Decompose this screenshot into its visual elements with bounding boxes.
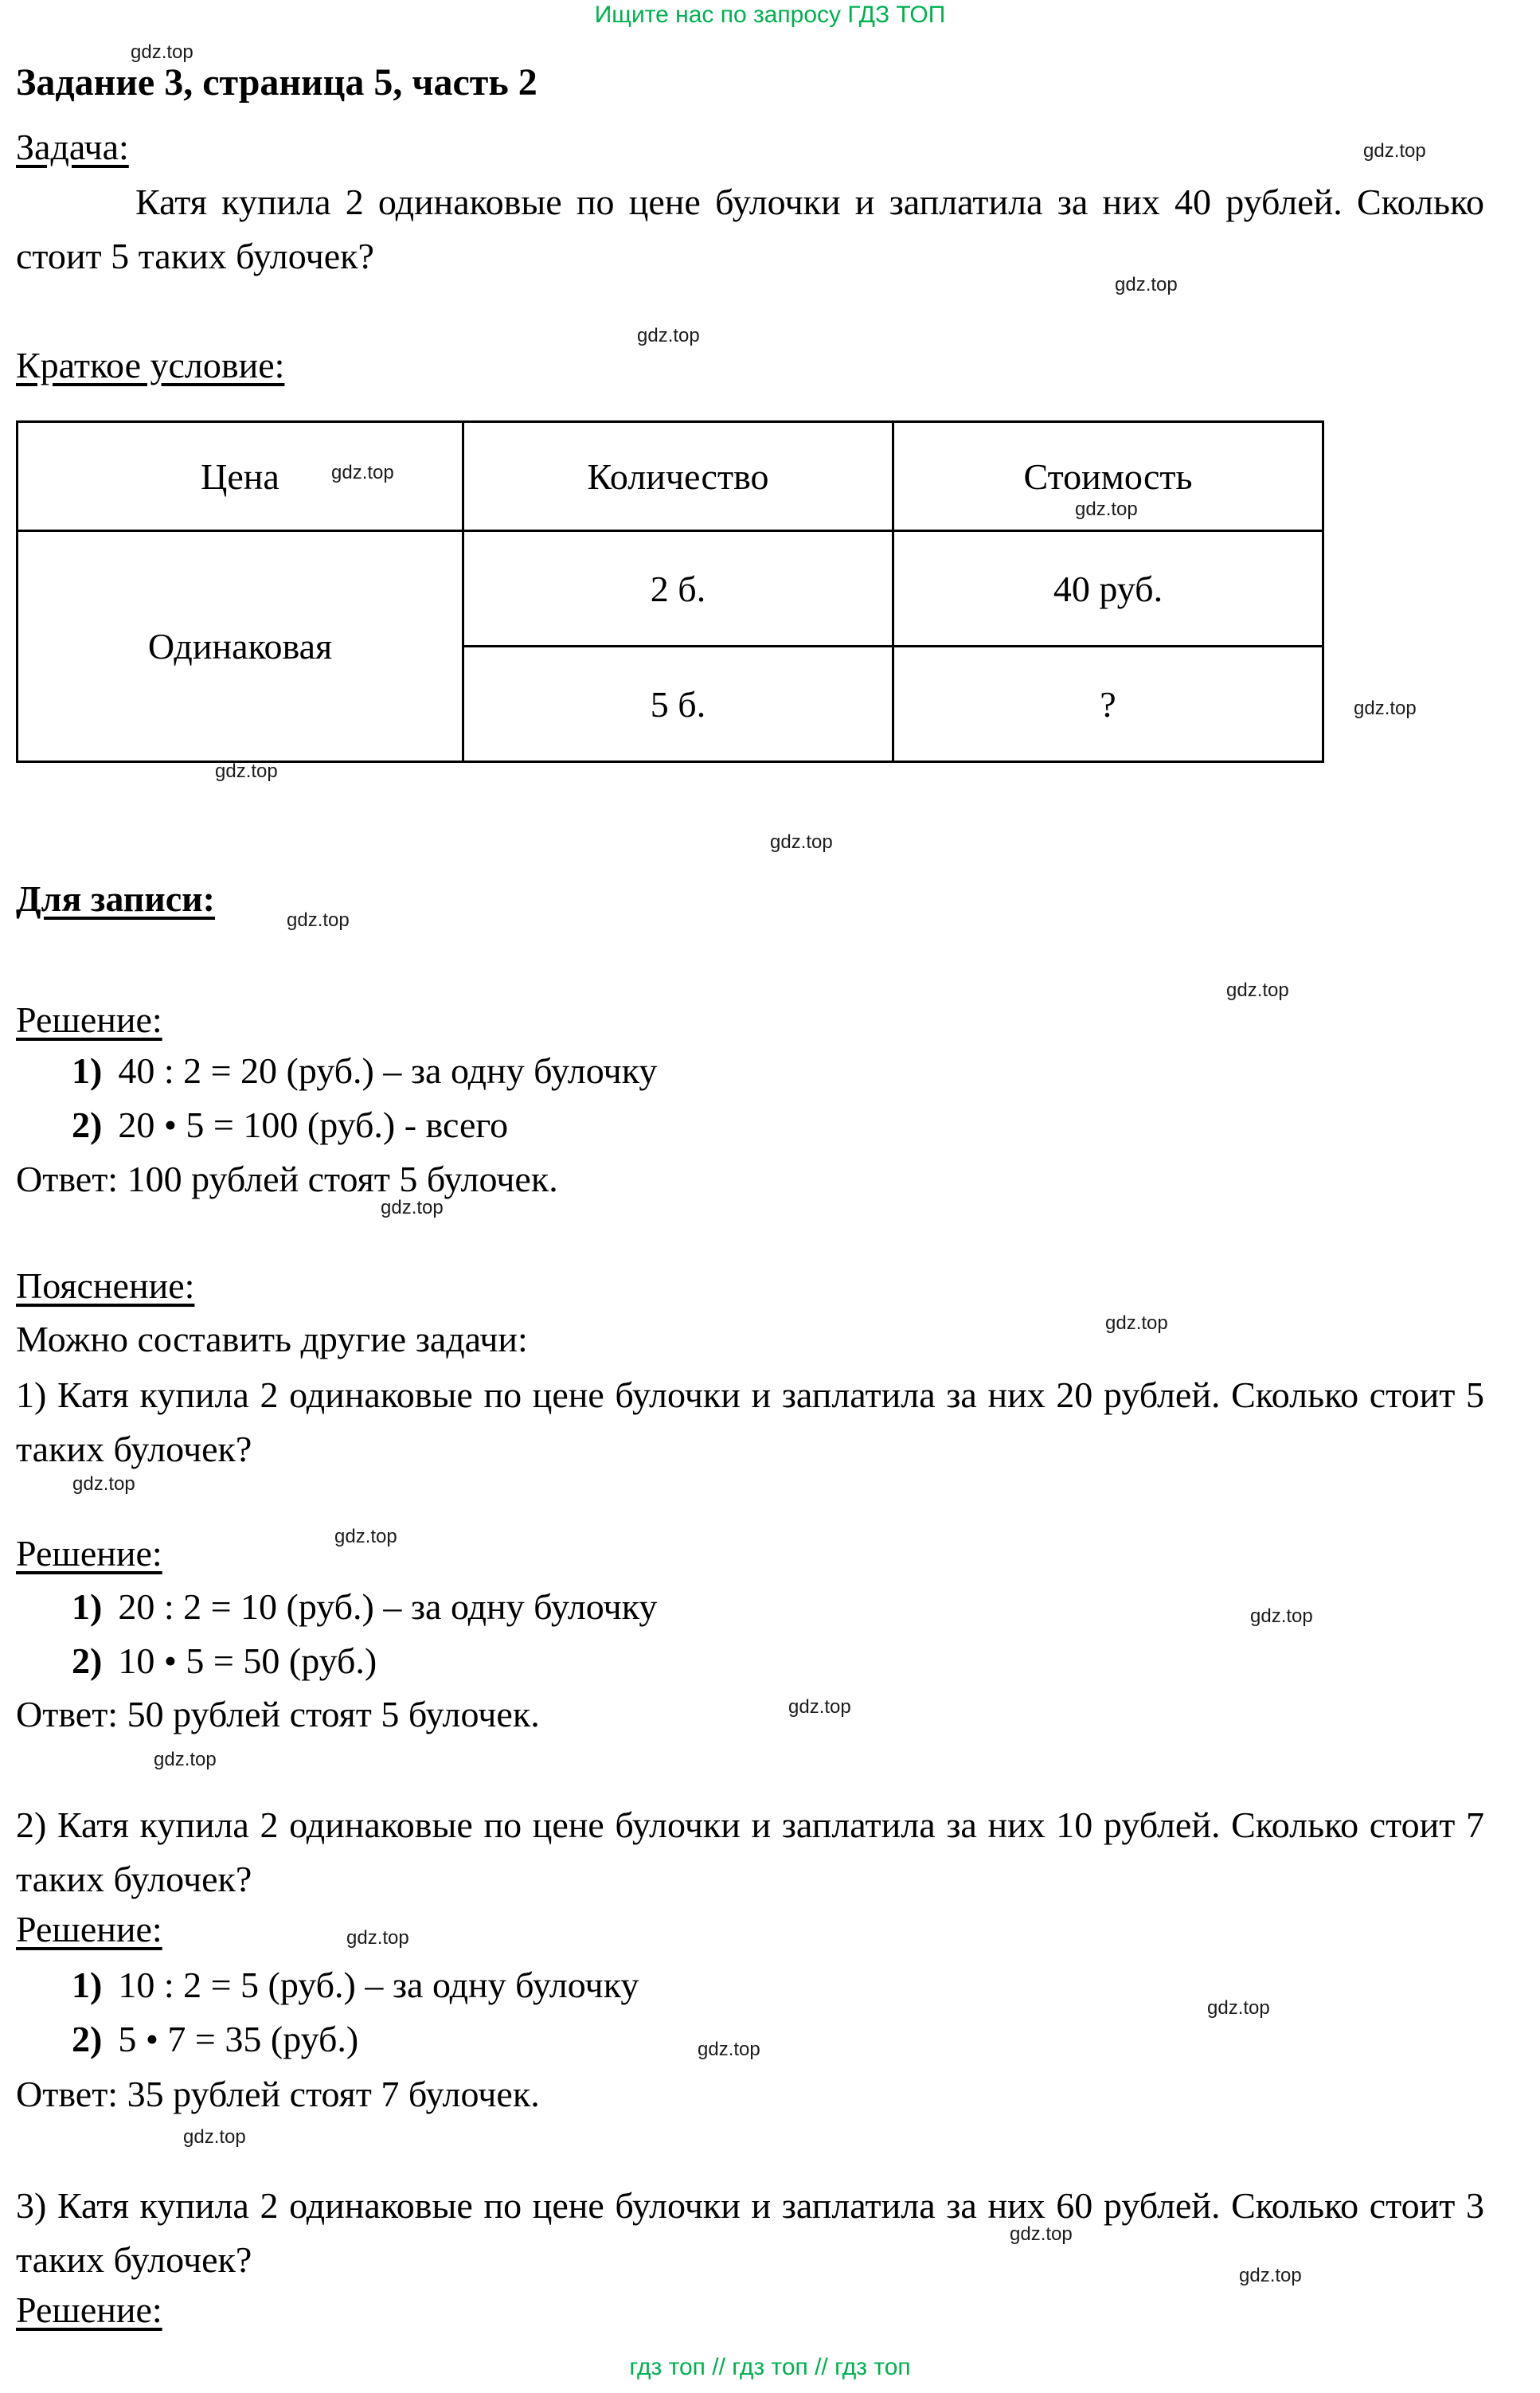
solution-step: 1) 10 : 2 = 5 (руб.) – за одну булочку — [72, 1965, 639, 2005]
watermark-gdz-top: gdz.top — [788, 1696, 851, 1718]
watermark-gdz-top: gdz.top — [637, 325, 700, 346]
solution-label: Решение: — [16, 999, 162, 1040]
watermark-gdz-top: gdz.top — [154, 1749, 217, 1770]
solution-label: Решение: — [16, 1533, 162, 1574]
solution-step: 2) 10 • 5 = 50 (руб.) — [72, 1640, 377, 1681]
cell-cost-1: 40 руб. — [893, 531, 1323, 647]
top-banner-text: Ищите нас по запросу ГДЗ ТОП — [594, 2, 946, 28]
watermark-gdz-top: gdz.top — [72, 1473, 135, 1495]
table-header-row — [18, 422, 1323, 531]
footer-links-text: гдз топ // гдз топ // гдз топ — [629, 2354, 911, 2380]
watermark-gdz-top: gdz.top — [1363, 140, 1426, 162]
watermark-gdz-top: gdz.top — [131, 41, 193, 63]
problem-2-text: 2) Катя купила 2 одинаковые по цене булочки и заплатила за них 10 рублей. Сколько стоит 7 таких булочек? — [16, 1805, 1484, 1899]
problem-3-text: 3) Катя купила 2 одинаковые по цене булочки и заплатила за них 60 рублей. Сколько стоит 3 таких булочек? — [16, 2185, 1484, 2280]
task-text: Катя купила 2 одинаковые по цене булочки и заплатила за них 40 рублей. Сколько стоит 5 таких булочек? — [16, 182, 1484, 276]
watermark-gdz-top: gdz.top — [1105, 1312, 1168, 1334]
watermark-gdz-top: gdz.top — [1354, 698, 1417, 719]
explanation-intro: Можно составить другие задачи: — [16, 1319, 528, 1359]
cell-quantity-2: 5 б. — [463, 647, 893, 762]
watermark-gdz-top: gdz.top — [334, 1526, 397, 1547]
cell-price: Одинаковая — [18, 531, 463, 762]
solution-label: Решение: — [16, 2289, 162, 2330]
column-header-cost: Стоимость — [893, 422, 1323, 531]
watermark-gdz-top: gdz.top — [183, 2126, 246, 2148]
cell-quantity-1: 2 б. — [463, 531, 893, 647]
watermark-gdz-top: gdz.top — [1075, 499, 1138, 520]
watermark-gdz-top: gdz.top — [381, 1197, 444, 1218]
watermark-gdz-top: gdz.top — [1115, 274, 1178, 295]
watermark-gdz-top: gdz.top — [1250, 1605, 1313, 1627]
solution-step: 1) 20 : 2 = 10 (руб.) – за одну булочку — [72, 1586, 658, 1627]
solution-step: 2) 20 • 5 = 100 (руб.) - всего — [72, 1105, 509, 1145]
short-condition-label: Краткое условие: — [16, 345, 285, 385]
for-record-label: Для записи: — [16, 878, 215, 919]
watermark-gdz-top: gdz.top — [1207, 1997, 1270, 2019]
watermark-gdz-top: gdz.top — [215, 761, 278, 782]
watermark-gdz-top: gdz.top — [770, 831, 833, 853]
solution-step: 1) 40 : 2 = 20 (руб.) – за одну булочку — [72, 1050, 658, 1091]
watermark-gdz-top: gdz.top — [331, 462, 394, 483]
short-condition-table — [16, 420, 1324, 763]
table-row — [18, 531, 1323, 647]
explanation-label: Пояснение: — [16, 1265, 195, 1306]
column-header-price: Цена — [18, 422, 463, 531]
solution-answer: Ответ: 35 рублей стоят 7 булочек. — [16, 2074, 540, 2114]
solution-label: Решение: — [16, 1909, 162, 1949]
solution-answer: Ответ: 50 рублей стоят 5 булочек. — [16, 1694, 540, 1734]
column-header-quantity: Количество — [463, 422, 893, 531]
task-label: Задача: — [16, 127, 129, 167]
page-title: Задание 3, страница 5, часть 2 — [16, 61, 537, 104]
watermark-gdz-top: gdz.top — [287, 909, 350, 931]
watermark-gdz-top: gdz.top — [346, 1927, 409, 1949]
solution-answer: Ответ: 100 рублей стоят 5 булочек. — [16, 1159, 558, 1199]
watermark-gdz-top: gdz.top — [698, 2039, 760, 2060]
watermark-gdz-top: gdz.top — [1010, 2223, 1073, 2245]
watermark-gdz-top: gdz.top — [1226, 979, 1289, 1001]
solution-step: 2) 5 • 7 = 35 (руб.) — [72, 2019, 359, 2059]
problem-1-text: 1) Катя купила 2 одинаковые по цене булочки и заплатила за них 20 рублей. Сколько стоит 5 таких булочек? — [16, 1374, 1484, 1469]
watermark-gdz-top: gdz.top — [1239, 2265, 1302, 2286]
cell-cost-2: ? — [893, 647, 1323, 762]
